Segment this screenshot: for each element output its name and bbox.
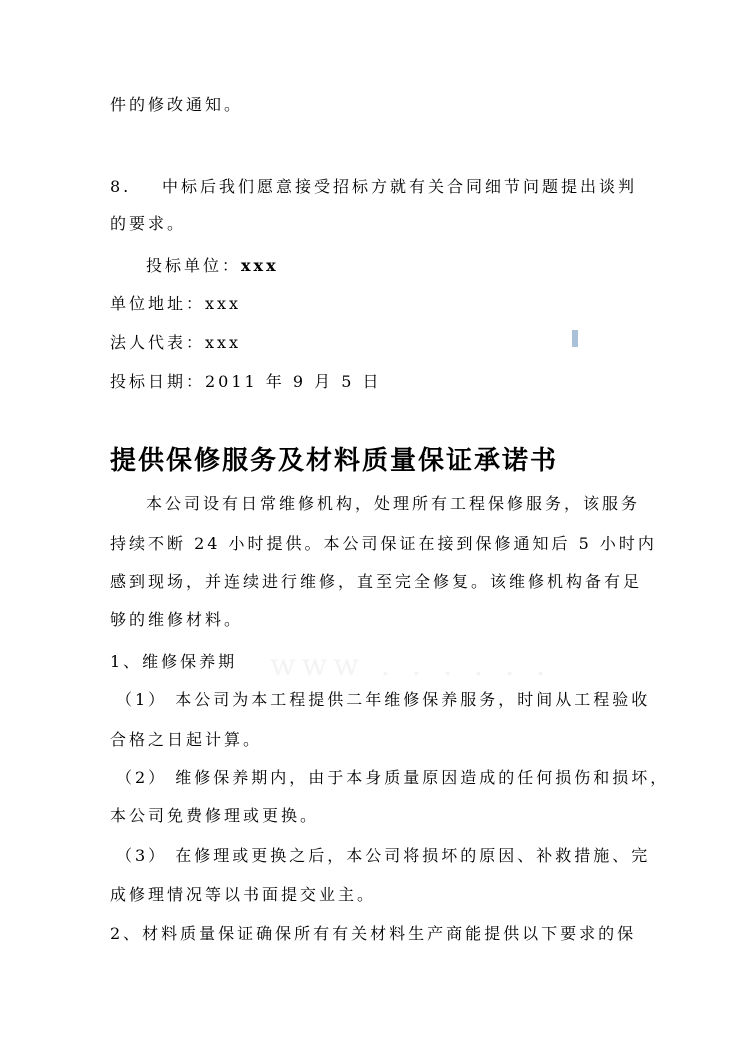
list-item: （2） 维修保养期内，由于本身质量原因造成的任何损伤和损坏， [116,768,670,787]
list-item: （3） 在修理或更换之后，本公司将损坏的原因、补救措施、完 [116,846,651,865]
bid-date-line: 投标日期：2011 年 9 月 5 日 [110,372,382,391]
bidder-line [146,256,279,276]
text-line: 件的修改通知。 [110,95,244,114]
text-line: 的要求。 [110,214,187,233]
watermark: www . . . . . . [270,648,552,683]
paragraph-line: 本公司设有日常维修机构，处理所有工程保修服务，该服务 [146,494,641,513]
subheading: 2、材料质量保证确保所有有关材料生产商能提供以下要求的保 [110,924,637,943]
list-item-cont: 合格之日起计算。 [110,730,263,749]
bidder-value: xxx [241,256,279,275]
subheading: 1、维修保养期 [110,652,238,671]
bidder-label: 投标单位： [146,256,242,275]
section-title: 提供保修服务及材料质量保证承诺书 [110,446,559,476]
paragraph-line: 持续不断 24 小时提供。本公司保证在接到保修通知后 5 小时内 [110,534,657,553]
paragraph-line: 感到现场，并连续进行维修，直至完全修复。该维修机构备有足 [110,572,643,591]
address-line: 单位地址：xxx [110,294,242,313]
cursor-marker [572,330,578,347]
list-item: （1） 本公司为本工程提供二年维修保养服务，时间从工程验收 [116,690,651,709]
legal-rep-line: 法人代表：xxx [110,333,242,352]
list-item-cont: 成修理情况等以书面提交业主。 [110,885,377,904]
list-item-cont: 本公司免费修理或更换。 [110,806,320,825]
item-number: 8. [110,177,132,196]
paragraph-line: 够的维修材料。 [110,610,244,629]
text-line: 中标后我们愿意接受招标方就有关合同细节问题提出谈判 [162,177,638,196]
